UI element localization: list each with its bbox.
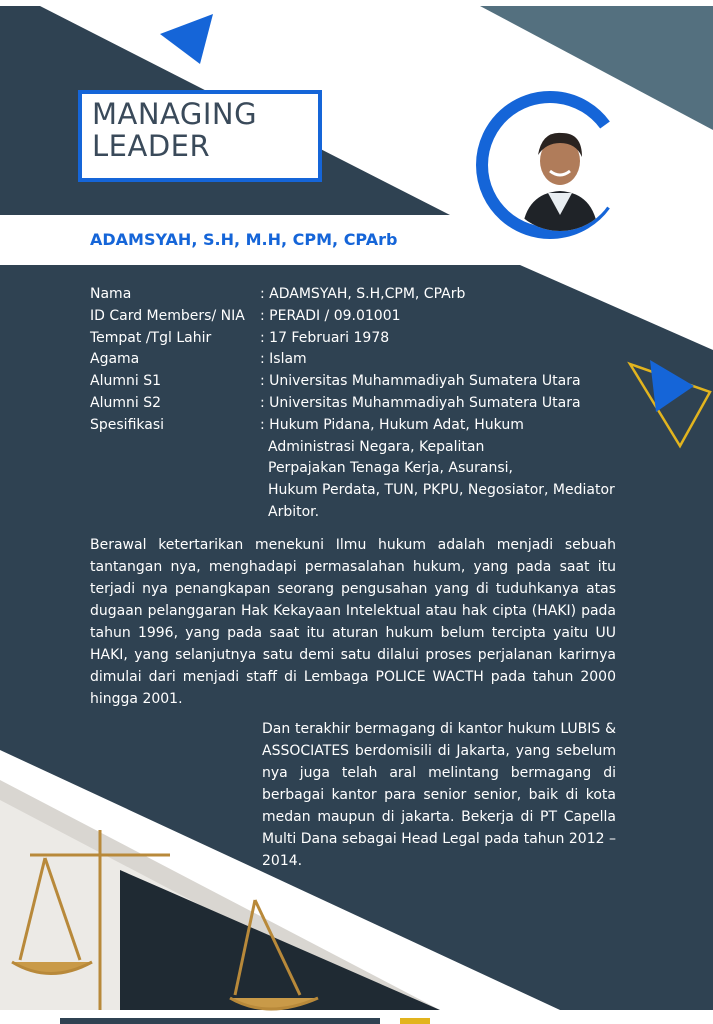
info-value: : Hukum Pidana, Hukum Adat, Hukum xyxy=(260,416,524,433)
title-line-2: LEADER xyxy=(92,129,211,163)
avatar xyxy=(502,115,618,231)
info-label: Alumni S1 xyxy=(90,373,161,390)
info-value: : 17 Februari 1978 xyxy=(260,329,390,346)
info-value: : Islam xyxy=(260,351,307,368)
spesifikasi-continued: Hukum Perdata, TUN, PKPU, Negosiator, Mediator xyxy=(268,482,615,499)
info-label: Alumni S2 xyxy=(90,394,161,411)
leader-photo xyxy=(502,115,618,231)
blue-triangle-icon xyxy=(160,14,213,64)
info-label: Nama xyxy=(90,286,132,302)
profile-info xyxy=(90,284,635,524)
info-row-agama xyxy=(90,349,635,371)
info-label: Agama xyxy=(90,351,140,368)
spesifikasi-continued: Perpajakan Tenaga Kerja, Asuransi, xyxy=(268,460,513,477)
spesifikasi-continued: Administrasi Negara, Kepalitan xyxy=(268,438,485,455)
info-row-alumni-s2 xyxy=(90,393,635,415)
biography-paragraph-2: Dan terakhir bermagang di kantor hukum LUBIS & ASSOCIATES berdomisili di Jakarta, yang sebelum nya juga telah aral melintang bermagang di berbagai kantor para senior senior, baik di kota medan maupun di jakarta. Bekerja di PT Capella Multi Dana sebagai Head Legal pada tahun 2012 – 2014. xyxy=(262,721,616,869)
biography-paragraph-1: Berawal ketertarikan menekuni Ilmu hukum adalah menjadi sebuah tantangan nya, menghadapi permasalahan hukum, yang pada saat itu terjadi nya penangkapan seorang pengusahan yang di tuduhkanya atas dugaan pelanggaran Hak Kekayaan Intelektual atau hak cipta (HAKI) pada tahun 1996, yang pada saat itu aturan hukum belum tercipta yaitu UU HAKI, yang selanjutnya satu demi satu dilalui proses perjalanan karirnya dimulai dari menjadi staff di Lembaga POLICE WACTH pada tahun 2000 hingga 2001. xyxy=(90,537,616,707)
leader-name: ADAMSYAH, S.H, M.H, CPM, CPArb xyxy=(90,230,398,249)
info-value: : Universitas Muhammadiyah Sumatera Utara xyxy=(260,373,581,390)
info-row-alumni-s1 xyxy=(90,371,635,393)
info-value: : PERADI / 09.01001 xyxy=(260,307,401,324)
info-row-nama xyxy=(90,284,635,306)
spesifikasi-continued: Arbitor. xyxy=(268,503,320,520)
title-box xyxy=(78,90,322,182)
info-value: : Universitas Muhammadiyah Sumatera Utara xyxy=(260,394,581,411)
info-label: ID Card Members/ NIA xyxy=(90,307,245,324)
info-row-id-card xyxy=(90,306,635,328)
info-row-birth xyxy=(90,328,635,350)
info-row-spesifikasi xyxy=(90,415,635,437)
info-label: Tempat /Tgl Lahir xyxy=(90,329,212,346)
title-line-1: MANAGING xyxy=(92,97,258,131)
info-value: : ADAMSYAH, S.H,CPM, CPArb xyxy=(260,286,466,302)
info-label: Spesifikasi xyxy=(90,416,165,433)
